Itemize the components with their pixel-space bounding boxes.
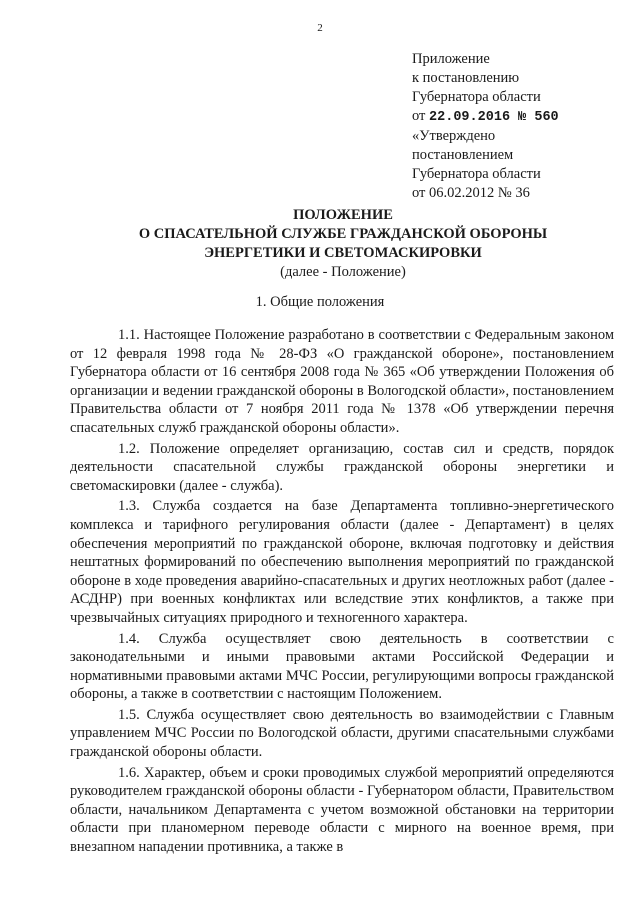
appendix-line: Губернатора области: [412, 166, 541, 182]
appendix-line: к постановлению: [412, 70, 520, 86]
appendix-date-stamp: 22.09.2016 № 560: [429, 110, 559, 125]
title-line: О СПАСАТЕЛЬНОЙ СЛУЖБЕ ГРАЖДАНСКОЙ ОБОРОНЫ: [138, 226, 548, 242]
paragraph-1-4: 1.4. Служба осуществляет свою деятельность в соответствии с законодательными и иными правовыми актами Российской Федерации и нормативными правовыми актами МЧС России, регулирующими вопросы гражданской обороны, а также в соответствии с настоящим Положением.: [70, 630, 614, 703]
appendix-line: Приложение: [412, 51, 490, 67]
document-title: [110, 206, 576, 282]
paragraph-1-5: 1.5. Служба осуществляет свою деятельность во взаимодействии с Главным управлением МЧС России по Вологодской области, другими спасательными службами гражданской обороны области.: [70, 706, 614, 761]
paragraph-1-1: 1.1. Настоящее Положение разработано в соответствии с Федеральным законом от 12 февраля 1998 года № 28-ФЗ «О гражданской обороне», постановлением Губернатора области от 16 сентября 2008 года № 365 «Об утверждении Положения об организации и ведении гражданской обороны в Вологодской области», постановлением Правительства области от 7 ноября 2011 года № 1378 «Об утверждении перечня спасательных служб гражданской обороны области».: [70, 327, 614, 436]
appendix-line: Губернатора области: [412, 89, 541, 105]
paragraph-1-3: 1.3. Служба создается на базе Департамента топливно-энергетического комплекса и тарифного регулирования области (далее - Департамент) в целях обеспечения мероприятий по гражданской обороне, включая подготовку и действия нештатных формирований по обеспечению выполнения мероприятий по гражданской обороне в ходе проведения аварийно-спасательных и других неотложных работ (далее - АСДНР) при военных конфликтах или вследствие этих конфликтов, а также при чрезвычайных ситуациях природного и техногенного характера.: [70, 498, 614, 626]
section-heading: 1. Общие положения: [255, 294, 385, 310]
appendix-date-line: [412, 107, 622, 127]
paragraph-1-2: 1.2. Положение определяет организацию, состав сил и средств, порядок деятельности спасательной службы гражданской обороны энергетики и светомаскировки (далее - служба).: [70, 440, 614, 494]
paragraph-1-6: 1.6. Характер, объем и сроки проводимых службой мероприятий определяются руководителем гражданской обороны области - Губернатором области, Правительством области, начальником Департамента с учетом возможной обстановки на территории области при планомерном переводе области с мирного на военное время, при внезапном нападении противника, а также в: [70, 764, 614, 856]
title-subline: (далее - Положение): [280, 264, 406, 280]
appendix-block: [412, 50, 622, 203]
body-text: [70, 326, 614, 859]
appendix-line: от 06.02.2012 № 36: [412, 185, 530, 201]
title-line: ПОЛОЖЕНИЕ: [293, 207, 393, 223]
appendix-line: постановлением: [412, 147, 514, 163]
title-line: ЭНЕРГЕТИКИ И СВЕТОМАСКИРОВКИ: [204, 245, 482, 261]
appendix-line: «Утверждено: [412, 128, 496, 144]
page-number: 2: [317, 22, 323, 34]
appendix-date-prefix: от: [412, 108, 426, 124]
